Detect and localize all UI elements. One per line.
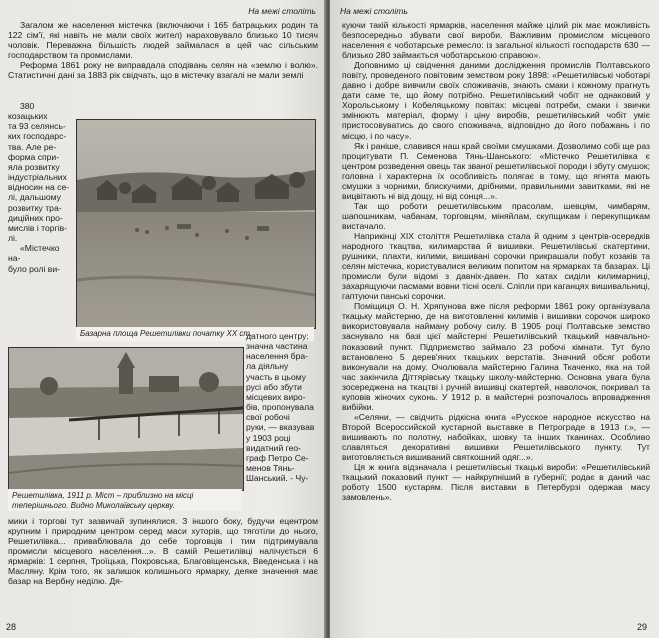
line: відносин на се- <box>8 182 70 193</box>
line: диційних про- <box>8 212 63 223</box>
line: було ролі ви- <box>8 263 61 274</box>
line: лі, дальшому <box>8 192 61 203</box>
line: індустріальних <box>8 172 67 183</box>
paragraph: Ця ж книга відзначала і решетилівські ткацькі вироби: «Решетилівський ткацький показовий пункт — найкрупніший в губернії; родає в даний час роботу 1500 кустарям. Після виставки в Петербурзі одержав масу замовлень». <box>342 462 650 503</box>
line: бів, пропонувала <box>246 402 314 413</box>
line: руки, — вказував <box>246 422 315 433</box>
line: тва. Але ре- <box>8 141 57 152</box>
line: 380 козацьких <box>8 101 48 122</box>
line: мислів і торгів- <box>8 222 68 233</box>
bridge-caption: Решетилівка, 1911 р. Міст – приблизно на місці теперішнього. Видно Миколаївську церкву. <box>8 489 242 511</box>
line: лі. <box>8 233 18 244</box>
bridge-photo <box>8 347 244 491</box>
running-head-right: На межі століть <box>340 6 408 16</box>
line: у 1903 році <box>246 432 291 443</box>
line: «Містечко на- <box>8 243 60 264</box>
paragraph: Загалом же населення містечка (включаючи і 165 батрацьких родин та 122 сім'ї, які навіть не мали своїх жител) нараховувало близько 10 тисяч чоловік. Переважна більшість людей займалася в цей час сільським господарством та промислами. <box>8 20 318 61</box>
bazaar-square-caption: Базарна площа Решетилівки початку XX ст. <box>76 327 314 341</box>
paragraph: «Селяни, — свідчить рідкісна книга «Русское народное искусство на Второй Всероссийской кустарной выставке в Петрограде в 1913 г.», — вишивають по полотну, набойках, шовку та інших тканинах. Особливо славляться декоративні вишивки Решетилівського пункту. Тут виготовляється вишиваний святкошний одяг...». <box>342 411 650 463</box>
left-narrow-column <box>8 101 74 274</box>
line: населення бра- <box>246 351 308 362</box>
line: ких господарс- <box>8 131 67 142</box>
line: граф Петро Се- <box>246 452 309 463</box>
line: менов Тянь- <box>246 463 295 474</box>
paragraph: Так що роботи решетилівським прасолам, шевцям, чимбарям, шапошникам, чабанам, торговцям, міняйлам, скупщикам і перекупщикам вистачало. <box>342 200 650 231</box>
right-text <box>342 20 650 502</box>
running-head-left: На межі століть <box>248 6 316 16</box>
paragraph: Доповнимо ці свідчення даними дослідження промислів Полтавського повіту, проведеного повітовим земством року 1898: «Решетилівські чоботарі давно і добре вивчили своїх споживачів, знають смаки і кожному прагнуть дати саме те, що йому потрібно. Решетилівський чобіт не однаковий у Хорольському і Кобеляцькому повітах: місцеві потреби, смаки і звички змінюють матеріал, форму і ціну виробів, решетилівський чобіт уміє пристосовуватись до свого споживача, відповідно до його побажань і по місцю, і по часу». <box>342 60 650 141</box>
line: русі або збути <box>246 381 302 392</box>
bridge-image <box>9 348 243 490</box>
paragraph: мики і торгові тут зазвичай зупинялися. З іншого боку, будучи ецентром крупним і природним центром серед маси хуторів, що тяготіли до нього, Решетилівка... приваблювала до себе торговців і тим підтримувала промисли місцевого населення...». В самій Решетилівці налічується 6 ярмарків: 1 серпня, Троїцька, Покровська, Благовіщенська, Введенська і на Масляну. Крім того, як залишок колишнього ярмарку, деяке значення має базар на Вербну неділю. Дя- <box>8 516 318 587</box>
line: датного центру; <box>246 331 309 341</box>
page-number-right: 29 <box>636 622 647 632</box>
line: розвитку тра- <box>8 202 62 213</box>
line: значна частина <box>246 341 308 352</box>
line: видатний гео- <box>246 442 302 453</box>
left-bottom-text <box>8 516 318 586</box>
bazaar-square-photo <box>76 119 316 329</box>
line: участь в цьому <box>246 371 307 382</box>
line: ла діяльну <box>246 361 289 372</box>
left-right-column <box>246 331 318 483</box>
line: яла розвитку <box>8 161 60 172</box>
paragraph: Реформа 1861 року не виправдала сподівань селян на «землю і волю». Статистичні дані за 1883 рік свідчать, що в містечку взагалі не мали землі <box>8 60 318 81</box>
line: свої робочі <box>246 412 290 423</box>
line: Шанський. - Чу- <box>246 473 309 484</box>
bazaar-square-image <box>77 120 315 328</box>
line: місцевих виро- <box>246 391 306 402</box>
paragraph: Поміщиця О. Н. Хряпунова вже після реформи 1861 року організувала ткацьку майстерню, де на виготовленні килимів і вишивки сорочок широко використовувала найману робочу силу. В 1905 році Полтавське земство заснувало на базі цієї майстерні Решетилівський ткацький навчально-показовий пункт. Підприємство займало 23 робочі кімнати. Тут було встановлено 5 дерев'яних ткацьких верстатів. Значний обсяг роботи виконували на дому. Очолювала майстерню Галина Ткаченко, яка на той час закінчила Діттярівську ткацьку школу-майстерню. Основна увага була зосереджена на ткацтві і ручній вишивці скатертей, наволочок, покривал та куповів жіночих суконь. У 1912 р. в майстерні розпочалось впровадження вибійки. <box>342 301 650 412</box>
paragraph: куючи такій кількості ярмарків, населення майже цілий рік має можливість безпосередньо збувати свої вироби. Важливим промислом місцевого населення є чоботарське ремесло: із загальної кількості господарств 630 — близько 280 займається чоботарською справою». <box>342 20 650 61</box>
page-number-left: 28 <box>6 622 17 632</box>
paragraph: Як і раніше, славився наш край своїми смушками. Дозволимо собі ще раз процитувати П. Семенова Тянь-Шанського: «Містечко Решетилівка є центром розведення овець так званої решетилівської породи і збуту смушок; головна і характерна їх особливість полягає в тому, що ягнята мають смушки з чорними, блискучими, дрібними, правильними завитками, які не вицвітають ні від дощу, ні від сонця...». <box>342 140 650 201</box>
right-page <box>330 0 659 638</box>
left-top-text <box>8 20 318 80</box>
left-page <box>0 0 326 638</box>
paragraph: Наприкінці XIX століття Решетилівка стала й одним з центрів-осередків народного ткацтва, килимарства й вишивки. Решетилівські скатертини, рушники, плахти, килими, вишивані сорочки прикрашали побут козаків та селян містечка, користувалися великим попитом на ярмарках та базарах. Ці промисли були відомі з давніх-давен. По хатах сиділи килимарниці, захарящуючи пасмами вовни тісні оселі. Сліпли при каганцях вишивальниці, гаптуючи панські сорочки. <box>342 230 650 302</box>
line: та 93 селянсь- <box>8 121 66 132</box>
line: форма спри- <box>8 151 60 162</box>
